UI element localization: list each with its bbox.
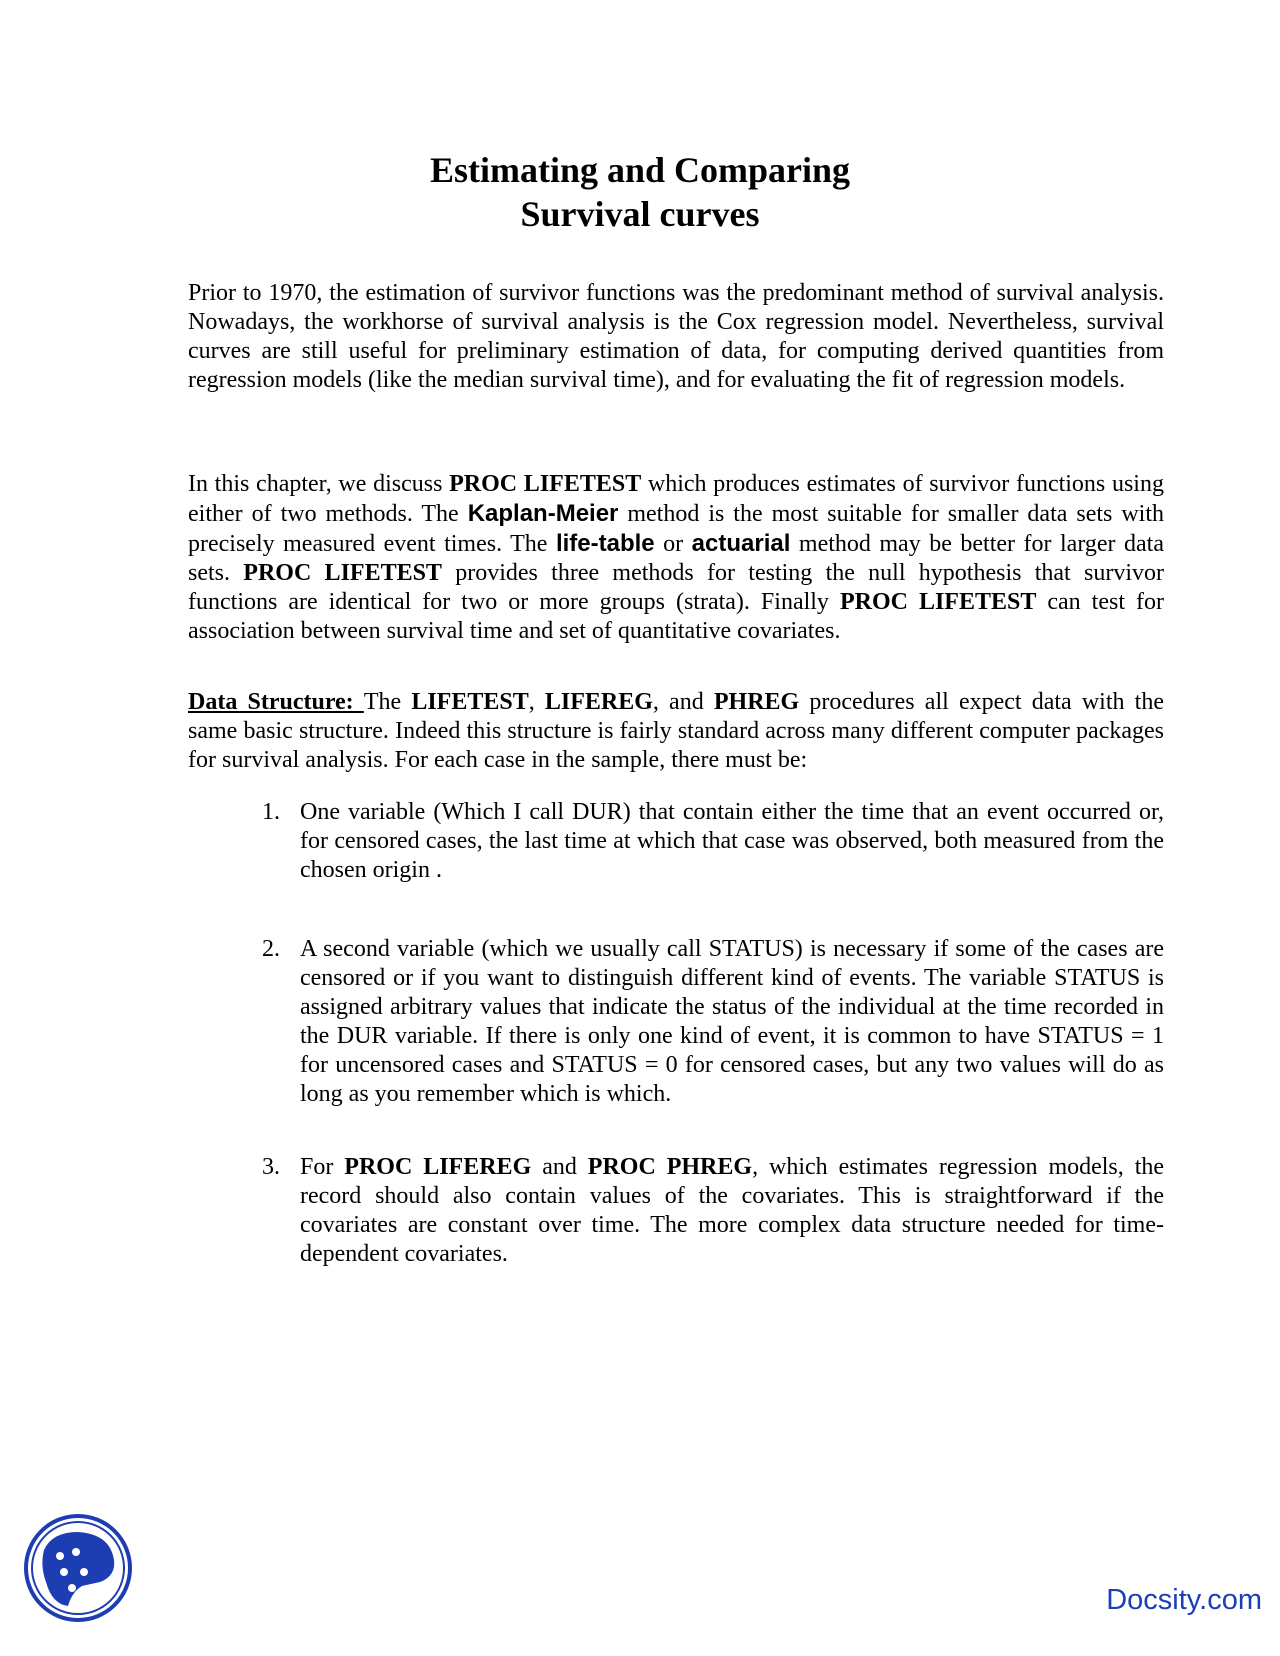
list-text: For PROC LIFEREG and PROC PHREG, which estimates regression models, the record should also contain values of the covariates. This is straightforward if the covariates are constant over time. The more complex data structure needed for time-dependent covariates. [300,1154,1165,1267]
intro-paragraph: Prior to 1970, the estimation of survivor functions was the predominant method of survival analysis. Nowadays, the workhorse of survival analysis is the Cox regression model. Nevertheless, survival curves are still useful for preliminary estimation of data, for computing derived quantities from regression models (like the median survival time), and for evaluating the fit of regression models. [188,280,1164,393]
list-item [262,935,1164,1109]
list-number: 3. [262,1154,280,1180]
data-structure-heading: Data Structure: [188,689,364,715]
title-line-2: Survival curves [520,194,760,234]
docsity-brand[interactable]: Docsity.com [1106,1584,1262,1616]
proc-lifetest-term: PROC LIFETEST [243,560,442,586]
list-number: 2. [262,936,280,962]
docsity-logo-icon [22,1512,134,1624]
proc-lifetest-term: PROC LIFETEST [449,471,642,497]
title-line-1: Estimating and Comparing [429,150,851,190]
kaplan-meier-term: Kaplan-Meier [467,500,619,527]
page-title [0,148,1280,236]
life-table-term: life-table [555,530,655,557]
list-item [262,798,1164,885]
proc-lifetest-term: PROC LIFETEST [839,589,1037,615]
data-structure-paragraph: Data Structure: The LIFETEST, LIFEREG, and PHREG procedures all expect data with the same basic structure. Indeed this structure is fairly standard across many different computer packages for survival analysis. For each case in the sample, there must be: [188,689,1164,773]
list-text: A second variable (which we usually call STATUS) is necessary if some of the cases are censored or if you want to distinguish different kind of events. The variable STATUS is assigned arbitrary values that indicate the status of the individual at the time recorded in the DUR variable. If there is only one kind of event, it is common to have STATUS = 1 for uncensored cases and STATUS = 0 for censored cases, but any two values will do as long as you remember which is which. [300,936,1164,1107]
list-item [262,1153,1164,1269]
list-number: 1. [262,799,280,825]
list-text: One variable (Which I call DUR) that contain either the time that an event occurred or, for censored cases, the last time at which that case was observed, both measured from the chosen origin . [300,799,1164,883]
chapter-paragraph: In this chapter, we discuss PROC LIFETEST which produces estimates of survivor functions using either of two methods. The Kaplan-Meier method is the most suitable for smaller data sets with precisely measured event times. The life-table or actuarial method may be better for larger data sets. PROC LIFETEST provides three methods for testing the null hypothesis that survivor functions are identical for two or more groups (strata). Finally PROC LIFETEST can test for association between survival time and set of quantitative covariates. [188,471,1165,644]
actuarial-term: actuarial [691,530,791,557]
